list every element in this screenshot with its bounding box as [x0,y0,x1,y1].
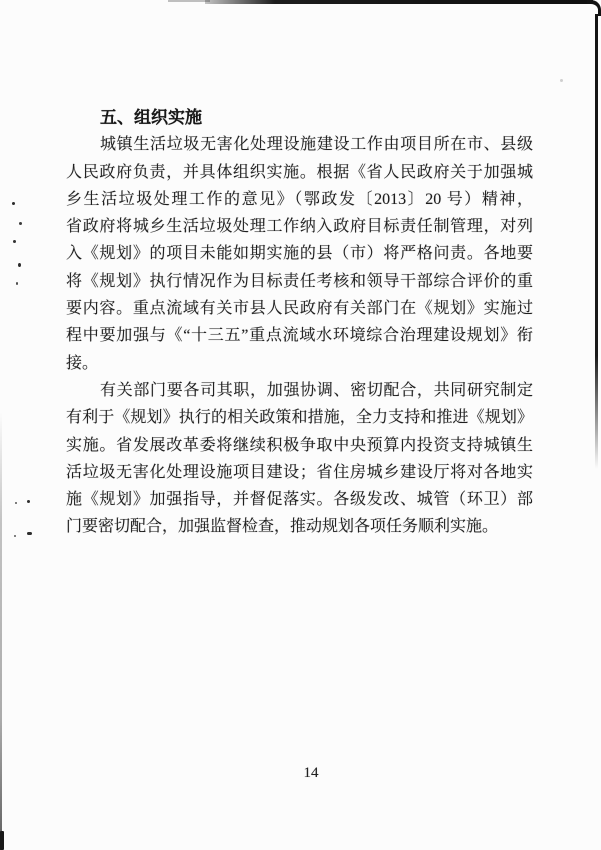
scan-speck [13,240,16,243]
paragraph-line: 有利于《规划》执行的相关政策和措施，全力支持和推进《规划》 [66,409,533,427]
paragraph-line: 省政府将城乡生活垃圾处理工作纳入政府目标责任制管理，对列 [66,218,533,236]
scan-speck [27,500,30,503]
section-heading: 五、组织实施 [100,108,202,127]
scan-artifact-top-right-corner [587,0,601,16]
paragraph-line: 程中要加强与《“十三五”重点流域水环境综合治理建设规划》衔 [66,327,533,345]
scan-artifact-left-edge [0,412,2,850]
scan-speck [14,535,16,537]
paragraph-line: 门要密切配合，加强监督检查，推动规划各项任务顺利实施。 [66,518,499,536]
paragraph-line: 接。 [66,354,99,372]
paragraph-line: 入《规划》的项目未能如期实施的县（市）将严格问责。各地要 [66,245,533,263]
scan-speck [15,502,17,504]
scan-artifact-top-edge [205,0,593,4]
scan-speck [12,202,15,205]
scan-speck [19,222,22,225]
paragraph-line: 将《规划》执行情况作为目标责任考核和领导干部综合评价的重 [66,272,533,290]
paragraph-line: 乡生活垃圾处理工作的意见》（鄂政发〔2013〕20 号）精神， [66,190,533,208]
paragraph-line: 有关部门要各司其职，加强协调、密切配合，共同研究制定 [100,381,533,399]
scan-speck [16,282,18,285]
scan-artifact-top-edge-faint [168,0,210,2]
scan-speck [27,532,32,535]
paragraph-line: 人民政府负责，并具体组织实施。根据《省人民政府关于加强城 [66,163,533,181]
scan-speck [18,263,21,267]
paragraph-line: 活垃圾无害化处理设施项目建设；省住房城乡建设厅将对各地实 [66,463,533,481]
scan-artifact-bottom-left [0,831,4,850]
scan-speck [560,79,563,82]
paragraph-line: 要内容。重点流域有关市县人民政府有关部门在《规划》实施过 [66,300,533,318]
document-content [66,104,533,541]
paragraph-line: 实施。省发展改革委将继续积极争取中央预算内投资支持城镇生 [66,436,533,454]
page-number: 14 [303,765,319,781]
paragraph-line: 城镇生活垃圾无害化处理设施建设工作由项目所在市、县级 [100,136,533,154]
scan-artifact-right-edge [595,14,598,469]
paragraph-line: 施《规划》加强指导，并督促落实。各级发改、城管（环卫）部 [66,491,533,509]
